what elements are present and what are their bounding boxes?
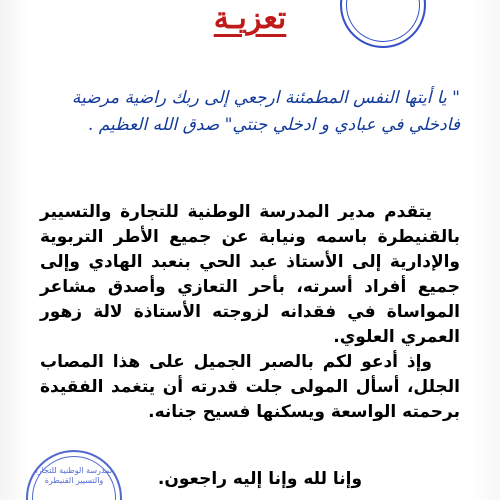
body-paragraph-1: يتقدم مدير المدرسة الوطنية للتجارة والتسيير بالقنيطرة باسمه ونيابة عن جميع الأطر التربوية والإدارية إلى الأستاذ عبد الحي بنعبد الهادي وإلى جميع أفراد أسرته، بأحر التعازي وأصدق مشاعر المواساة في فقدانه لزوجته الأستاذة لالة زهور العمري العلوي. xyxy=(40,202,460,347)
body-paragraph-2: وإذ أدعو لكم بالصبر الجميل على هذا المصاب الجلل، أسأل المولى جلت قدرته أن يتغمد الفقيدة برحمته الواسعة ويسكنها فسيح جنانه. xyxy=(40,352,460,422)
quran-quote: " يا أيتها النفس المطمئنة ارجعي إلى ربك راضية مرضية فادخلي في عبادي و ادخلي جنتي" صدق الله العظيم . xyxy=(71,88,460,135)
closing-line: وإنا لله وإنا إليه راجعون. xyxy=(157,469,363,489)
official-stamp-bottom xyxy=(26,450,122,500)
official-stamp-top xyxy=(340,0,426,48)
document-title: تعزيـة xyxy=(213,1,287,36)
letter-body xyxy=(40,200,460,425)
stamp-text-bottom: المدرسة الوطنية للتجارة والتسيير القنيطرة xyxy=(33,466,115,485)
